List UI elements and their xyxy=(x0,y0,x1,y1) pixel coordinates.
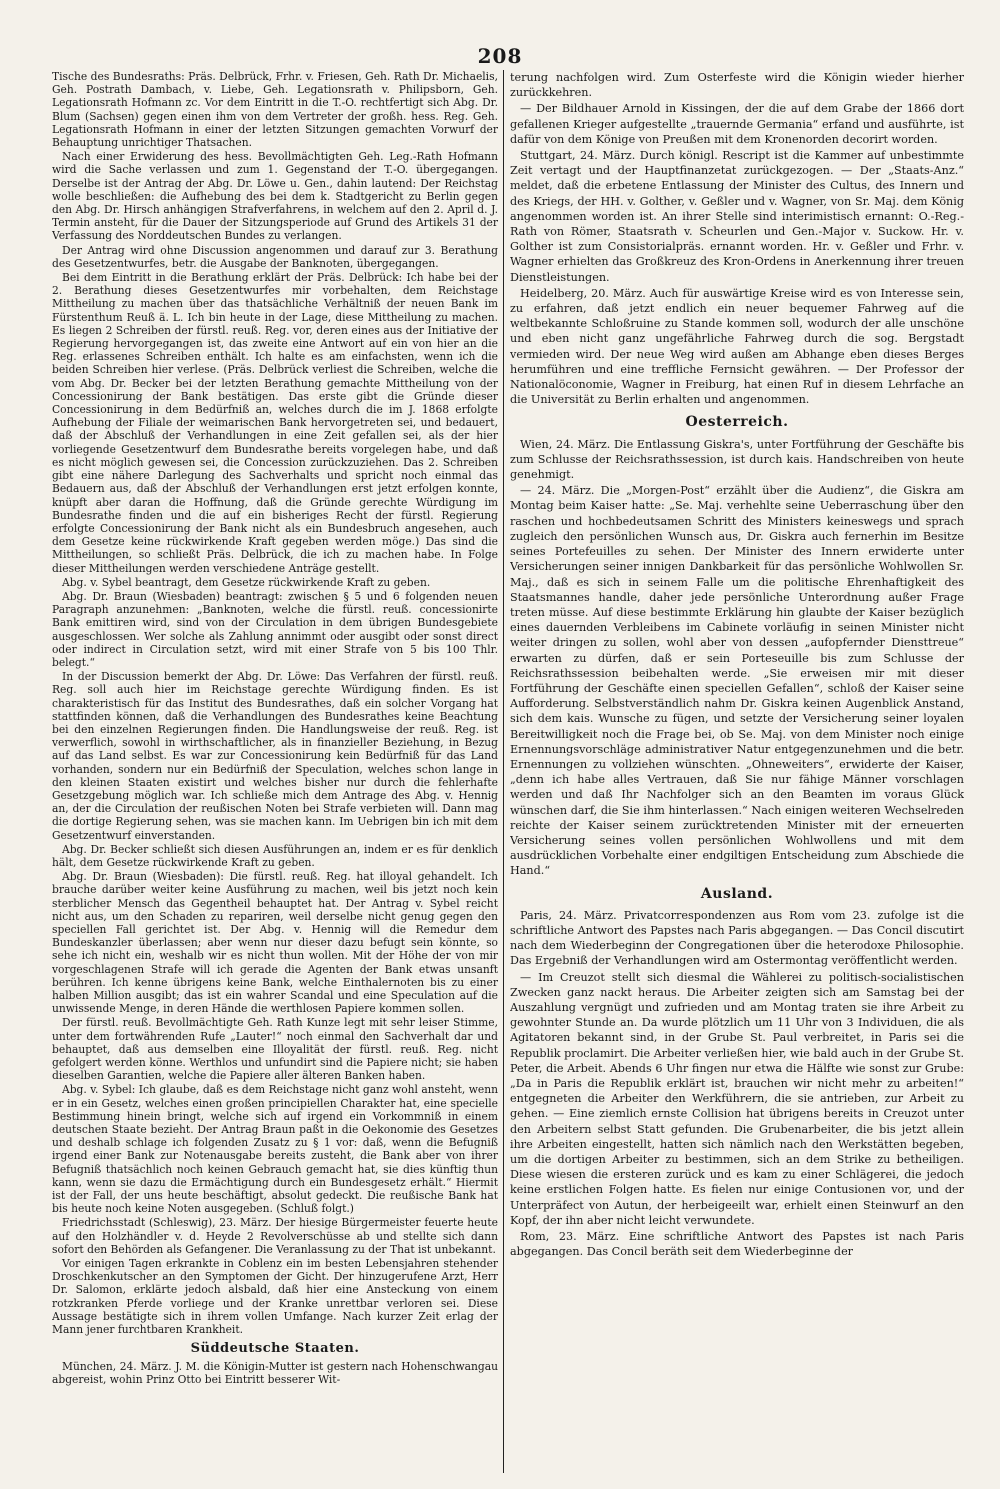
article-paragraph: Bei dem Eintritt in die Berathung erklärt der Präs. Delbrück: Ich habe bei der 2. Berathung dieses Gesetzentwurfes mir vorbehalten, dem Reichstage Mittheilung zu machen über das thatsächliche Verhältniß der neuen Bank im Fürstenthum Reuß ä. L. Ich bin heute in der Lage, diese Mittheilung zu machen. Es liegen 2 Schreiben der fürstl. reuß. Reg. vor, deren eines aus der Initiative der Regierung hervorgegangen ist, das zweite eine Antwort auf ein von hier an die Reg. erlassenes Schreiben enthält. Ich halte es am einfachsten, wenn ich die beiden Schreiben hier verlese. (Präs. Delbrück verliest die Schreiben, welche die vom Abg. Dr. Becker bei der letzten Berathung gemachte Mittheilung von der Concessionirung der Bank bestätigen. Das erste gibt die Gründe dieser Concessionirung in dem Bedürfniß an, welches durch die im J. 1868 erfolgte Aufhebung der Filiale der weimarischen Bank hervorgetreten sei, und bedauert, daß der Abschluß der Verhandlungen in eine Zeit gefallen sei, als der hier vorliegende Gesetzentwurf dem Bundesrathe bereits vorgelegen habe, und daß es nicht möglich gewesen sei, die Concession zurückzuziehen. Das 2. Schreiben gibt eine nähere Darlegung des Sachverhalts und spricht noch einmal das Bedauern aus, daß der Abschluß der Verhandlungen erst jetzt erfolgen konnte, knüpft aber daran die Hoffnung, daß die Gründe gerechte Würdigung im Bundesrathe finden und die auf ein bisheriges Recht der fürstl. Regierung erfolgte Concessionirung der Bank nicht als ein Bundesbruch angesehen, auch dem Gesetze keine rückwirkende Kraft gegeben werden möge.) Das sind die Mittheilungen, so schließt Präs. Delbrück, die ich zu machen habe. In Folge dieser Mittheilungen werden verschiedene Anträge gestellt. xyxy=(52,271,498,575)
article-paragraph: Nach einer Erwiderung des hess. Bevollmächtigten Geh. Leg.-Rath Hofmann wird die Sache verlassen und zum 1. Gegenstand der T.-O. übergegangen. Derselbe ist der Antrag der Abg. Dr. Löwe u. Gen., dahin lautend: Der Reichstag wolle beschließen: die Aufhebung des bei dem k. Stadtgericht zu Berlin gegen den Abg. Dr. Hirsch anhängigen Strafverfahrens, in welchem auf den 2. April d. J. Termin ansteht, für die Dauer der Sitzungsperiode auf Grund des Artikels 31 der Verfassung des Norddeutschen Bundes zu verlangen. xyxy=(52,150,498,243)
article-paragraph: Abg. Dr. Becker schließt sich diesen Ausführungen an, indem er es für denklich hält, dem Gesetze rückwirkende Kraft zu geben. xyxy=(52,842,498,869)
section-heading-oesterreich: Oesterreich. xyxy=(685,414,789,431)
page-number: 208 xyxy=(477,44,523,68)
right-column xyxy=(510,70,964,1473)
section-heading-ausland: Ausland. xyxy=(700,885,774,902)
article-paragraph: Vor einigen Tagen erkrankte in Coblenz ein im besten Lebensjahren stehender Droschkenkutscher an den Symptomen der Gicht. Der hinzugerufene Arzt, Herr Dr. Salomon, erklärte jedoch alsbald, daß hier eine Ansteckung von einem rotzkranken Pferde vorliege und der Kranke unrettbar verloren sei. Diese Aussage bestätigte sich in ihrem vollen Umfange. Nach kurzer Zeit erlag der Mann jener furchtbaren Krankheit. xyxy=(52,1257,498,1337)
article-paragraph: Wien, 24. März. Die Entlassung Giskra's, unter Fortführung der Geschäfte bis zum Schlusse der Reichsrathssession, ist durch kais. Handschreiben von heute genehmigt. xyxy=(510,437,964,482)
article-paragraph: Der fürstl. reuß. Bevollmächtigte Geh. Rath Kunze legt mit sehr leiser Stimme, unter dem fortwährenden Rufe „Lauter!“ noch einmal den Sachverhalt dar und behauptet, daß aus demselben eine Illoyalität der fürstl. reuß. Reg. nicht gefolgert werden könne. Werthlos und unfundirt sind die Papiere nicht; sie haben dieselben Garantien, welche die Papiere aller älteren Banken haben. xyxy=(52,1016,498,1083)
article-paragraph: Heidelberg, 20. März. Auch für auswärtige Kreise wird es von Interesse sein, zu erfahren, daß jetzt endlich ein neuer bequemer Fahrweg auf die weltbekannte Schloßruine zu Stande kommen soll, wodurch der alle unschöne und eben nicht ganz ungefährliche Fahrweg durch die sog. Bergstadt vermieden wird. Der neue Weg wird außen am Abhange eben dieses Berges herumführen und eine treffliche Fernsicht gewähren. — Der Professor der Nationalöconomie, Wagner in Freiburg, hat einen Ruf in diesem Lehrfache an die Universität zu Berlin erhalten und angenommen. xyxy=(510,286,964,407)
article-paragraph: — Der Bildhauer Arnold in Kissingen, der die auf dem Grabe der 1866 dort gefallenen Krieger aufgestellte „trauernde Germania“ erfand und ausführte, ist dafür von dem Könige von Preußen mit dem Kronenorden decorirt worden. xyxy=(510,102,964,146)
article-paragraph: Abg. v. Sybel: Ich glaube, daß es dem Reichstage nicht ganz wohl ansteht, wenn er in ein Gesetz, welches einen großen principiellen Charakter hat, eine specielle Bestimmung hinein bringt, welche sich auf irgend ein Vorkommniß in einem deutschen Staate bezieht. Der Antrag Braun paßt in die Oekonomie des Gesetzes und deshalb schlage ich folgenden Zusatz zu § 1 vor: daß, wenn die Befugniß irgend einer Bank zur Notenausgabe bereits zusteht, die Bank aber von ihrer Befugniß thatsächlich noch keinen Gebrauch gemacht hat, sie dies künftig thun kann, wenn sie dazu die Ermächtigung durch ein Bundesgesetz erhält.“ Hiermit ist der Fall, der uns heute beschäftigt, absolut gedeckt. Die reußische Bank hat bis heute noch keine Noten ausgegeben. (Schluß folgt.) xyxy=(52,1083,498,1216)
article-paragraph: Abg. v. Sybel beantragt, dem Gesetze rückwirkende Kraft zu geben. xyxy=(62,575,431,589)
column-divider xyxy=(503,70,504,1473)
article-paragraph: Der Antrag wird ohne Discussion angenommen und darauf zur 3. Berathung des Gesetzentwurfes, betr. die Ausgabe der Banknoten, übergegangen. xyxy=(52,243,498,270)
article-paragraph: — 24. März. Die „Morgen-Post“ erzählt über die Audienz“, die Giskra am Montag beim Kaiser hatte: „Se. Maj. verhehlte seine Ueberraschung über den raschen und hochbedeutsamen Schritt des Ministers keineswegs und sprach zugleich den persönlichen Wunsch aus, Dr. Giskra auch fernerhin im Besitze seines Portefeuilles zu sehen. Der Minister des Innern erwiderte unter Versicherungen seiner innigen Dankbarkeit für das persönliche Wohlwollen Sr. Maj., daß es sich in seinem Falle um die politische Ehrenhaftigkeit des Staatsmannes handle, daher jede persönliche Unterordnung außer Frage treten müsse. Auf diese bestimmte Erklärung hin glaubte der Kaiser bezüglich eines dauernden Verbleibens im Cabinete vorläufig in seinen Minister nicht weiter dringen zu sollen, wohl aber von dessen „aufopfernder Diensttreue“ erwarten zu dürfen, daß er sein Porteseuille bis zum Schlusse der Reichsrathssession beibehalten werde. „Sie erweisen mir mit dieser Fortführung der Geschäfte einen speciellen Gefallen“, schloß der Kaiser seine Aufforderung. Selbstverständlich nahm Dr. Giskra keinen Augenblick Anstand, sich dem kais. Wunsche zu fügen, und setzte der Versicherung seiner loyalen Bereitwilligkeit noch die Frage bei, ob Se. Maj. von dem Minister noch einige Ernennungsvorschläge administrativer Natur entgegenzunehmen und die betr. Ernennungen zu vollziehen wünschten. „Ohneweiters“, erwiderte der Kaiser, „denn ich habe alles Vertrauen, daß Sie nur fähige Männer vorschlagen werden und daß Ihr Nachfolger sich an den Beamten im voraus Glück wünschen darf, die Sie ihm hinterlassen.“ Nach einigen weiteren Wechselreden reichte der Kaiser seinem zurücktretenden Minister mit der erneuerten Versicherung seines vollen persönlichen Wohlwollens und mit dem ausdrücklichen Vorbehalte einer endgiltigen Entscheidung zum Abschiede die Hand.“ xyxy=(510,484,964,878)
article-paragraph: Stuttgart, 24. März. Durch königl. Rescript ist die Kammer auf unbestimmte Zeit vertagt und der Hauptfinanzetat zurückgezogen. — Der „Staats-Anz.“ meldet, daß die erbetene Entlassung der Minister des Cultus, des Innern und des Kriegs, der HH. v. Golther, v. Geßler und v. Wagner, von Sr. Maj. dem König angenommen worden ist. An ihrer Stelle sind interimistisch ernannt: O.-Reg.-Rath von Römer, Staatsrath v. Scheurlen und Gen.-Major v. Suckow. Hr. v. Golther ist zum Consistorialpräs. ernannt worden. Hr. v. Geßler und Frhr. v. Wagner erhielten das Großkreuz des Kron-Ordens in Anerkennung ihrer treuen Dienstleistungen. xyxy=(510,149,964,284)
article-paragraph: Abg. Dr. Braun (Wiesbaden) beantragt: zwischen § 5 und 6 folgenden neuen Paragraph anzunehmen: „Banknoten, welche die fürstl. reuß. concessionirte Bank emittiren wird, sind von der Circulation in dem übrigen Bundesgebiete ausgeschlossen. Wer solche als Zahlung annimmt oder ausgibt oder sonst direct oder indirect in Circulation setzt, wird mit einer Strafe von 5 bis 100 Thlr. belegt.“ xyxy=(52,589,498,669)
article-continuation: terung nachfolgen wird. Zum Osterfeste wird die Königin wieder hierher zurückkehren. xyxy=(510,71,964,100)
article-paragraph: In der Discussion bemerkt der Abg. Dr. Löwe: Das Verfahren der fürstl. reuß. Reg. soll auch hier im Reichstage gerechte Würdigung finden. Es ist charakteristisch für das Institut des Bundesrathes, daß ein solcher Vorgang hat stattfinden können, daß die Verhandlungen des Bundesrathes keine Beachtung bei den einzelnen Regierungen finden. Die Handlungsweise der reuß. Reg. ist verwerflich, sowohl in wirthschaftlicher, als in finanzieller Beziehung, in Bezug auf das Land selbst. Es war zur Concessionirung kein Bedürfniß für das Land vorhanden, sondern nur ein Bedürfniß der Speculation, welches schon lange in den kleinen Staaten existirt und welches bisher nur durch die fehlerhafte Gesetzgebung möglich war. Ich schließe mich dem Antrage des Abg. v. Hennig an, der die Circulation der reußischen Noten bei Strafe verbieten will. Dann mag die dortige Regierung sehen, was sie machen kann. Im Uebrigen bin ich mit dem Gesetzentwurf einverstanden. xyxy=(52,670,498,842)
article-paragraph: — Im Creuzot stellt sich diesmal die Wählerei zu politisch-socialistischen Zwecken ganz nackt heraus. Die Arbeiter zeigten sich am Samstag bei der Auszahlung vergnügt und zufrieden und am Montag traten sie ihre Arbeit zu gewohnter Stunde an. Da wurde plötzlich um 11 Uhr von 3 Individuen, die als Agitatoren bekannt sind, in der Grube St. Paul verbreitet, in Paris sei die Republik proclamirt. Die Arbeiter verließen hier, wie bald auch in der Grube St. Peter, die Arbeit. Abends 6 Uhr fingen nur etwa die Hälfte wie sonst zur Grube: „Da in Paris die Republik erklärt ist, brauchen wir nicht mehr zu arbeiten!“ entgegneten die Arbeiter den Werkführern, die sie antrieben, zur Arbeit zu gehen. — Eine ziemlich ernste Collision hat übrigens bereits in Creuzot unter den Arbeitern selbst Statt gefunden. Die Grubenarbeiter, die bis jetzt allein ihre Arbeiten eingestellt, hatten sich nämlich nach den Werkstätten begeben, um die dortigen Arbeiter zu bestimmen, sich an dem Strike zu betheiligen. Diese wiesen die ersteren zurück und es kam zu einer Schlägerei, die jedoch keine erstlichen Folgen hatte. Es fielen nur einige Contusionen vor, und der Unterpräfect von Autun, der herbeigeeilt war, erhielt einen Steinwurf an den Kopf, der ihn aber nicht leicht verwundete. xyxy=(510,970,964,1227)
article-paragraph: Friedrichsstadt (Schleswig), 23. März. Der hiesige Bürgermeister feuerte heute auf den Holzhändler v. d. Heyde 2 Revolverschüsse ab und stellte sich dann sofort den Behörden als Gefangener. Die Veranlassung zu der That ist unbekannt. xyxy=(52,1216,498,1256)
article-paragraph: Tische des Bundesraths: Präs. Delbrück, Frhr. v. Friesen, Geh. Rath Dr. Michaelis, Geh. Postrath Dambach, v. Liebe, Geh. Legationsrath v. Philipsborn, Geh. Legationsrath Hofmann zc. Vor dem Eintritt in die T.-O. rechtfertigt sich Abg. Dr. Blum (Sachsen) gegen einen ihm von dem Vertreter der großh. hess. Reg. Geh. Legationsrath Hofmann in einer der letzten Sitzungen gemachten Vorwurf der Behauptung unrichtiger Thatsachen. xyxy=(52,70,498,150)
article-paragraph: Abg. Dr. Braun (Wiesbaden): Die fürstl. reuß. Reg. hat illoyal gehandelt. Ich brauche darüber weiter keine Ausführung zu machen, weil bis jetzt noch kein sterblicher Mensch das Gegentheil behauptet hat. Der Antrag v. Sybel reicht nicht aus, um den Schaden zu repariren, weil derselbe nicht genug gegen den speciellen Fall gerichtet ist. Der Abg. v. Hennig will die Remedur dem Bundeskanzler überlassen; aber wenn nur dieser dazu befugt sein könnte, so sehe ich nicht ein, weshalb wir es nicht thun wollen. Mit der Höhe der von mir vorgeschlagenen Strafe will ich gerade die Agenten der Bank etwas unsanft berühren. Ich kenne übrigens keine Bank, welche Einthalernoten bis zu einer halben Million ausgibt; das ist ein wahrer Scandal und eine Speculation auf die unwissende Menge, in deren Hände die werthlosen Papiere kommen sollen. xyxy=(52,870,498,1016)
left-column xyxy=(52,70,498,1473)
article-paragraph: Paris, 24. März. Privatcorrespondenzen aus Rom vom 23. zufolge ist die schriftliche Antwort des Papstes nach Paris abgegangen. — Das Concil discutirt nach dem Wiederbeginn der Congregationen über die heterodoxe Philosophie. Das Ergebniß der Verhandlungen wird am Ostermontag veröffentlicht werden. xyxy=(510,908,964,968)
section-heading-sueddeutsche-staaten: Süddeutsche Staaten. xyxy=(190,1341,360,1357)
article-paragraph: München, 24. März. J. M. die Königin-Mutter ist gestern nach Hohenschwangau abgereist, wohin Prinz Otto bei Eintritt besserer Wit- xyxy=(52,1359,498,1386)
article-paragraph: Rom, 23. März. Eine schriftliche Antwort des Papstes ist nach Paris abgegangen. Das Concil beräth seit dem Wiederbeginne der xyxy=(510,1230,964,1259)
